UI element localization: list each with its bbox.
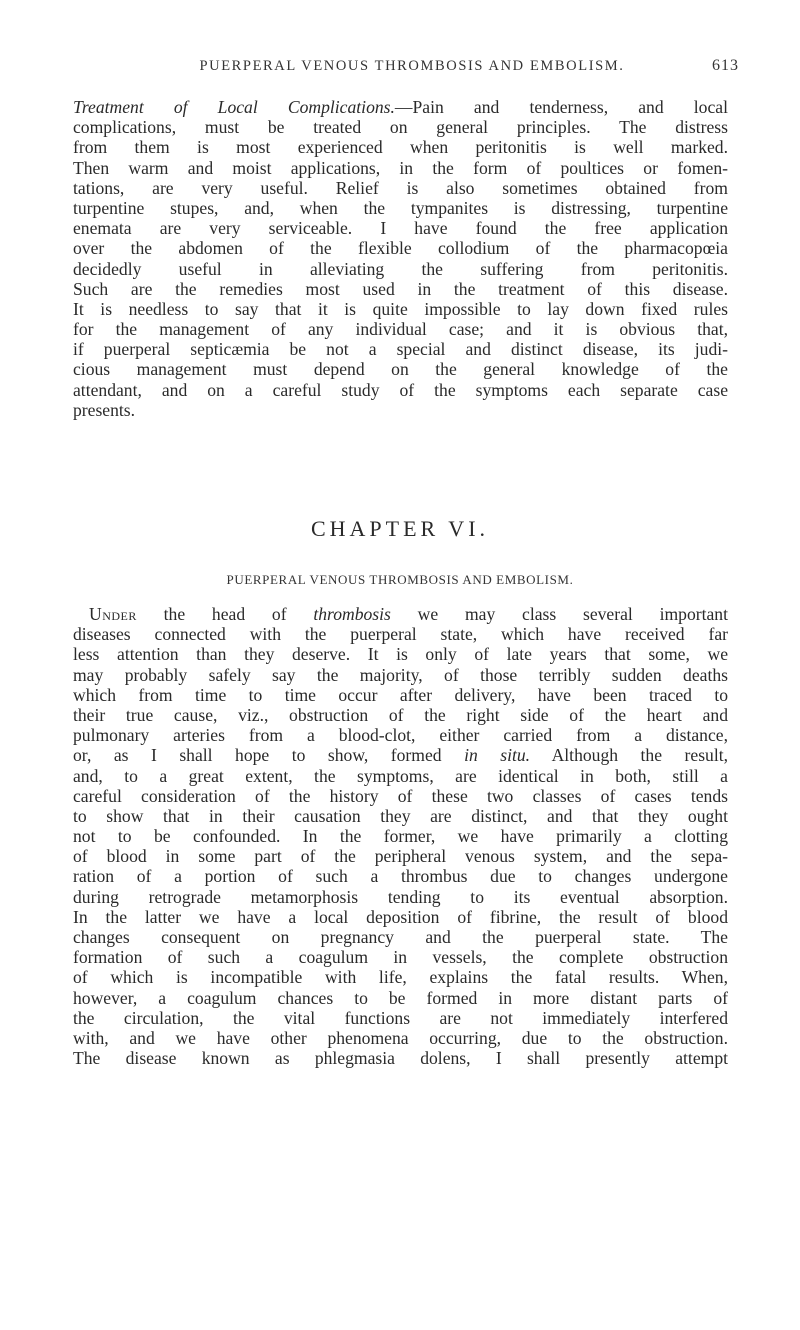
paragraph-line: presents. — [73, 399, 136, 420]
paragraph-line: The disease known as phlegmasia dolens, I shall presently attempt — [73, 1048, 728, 1069]
paragraph-line: Under the head of thrombosis we may class several important — [89, 604, 728, 624]
paragraph-line: which from time to time occur after delivery, have been traced to — [73, 684, 728, 705]
paragraph-line: however, a coagulum chances to be formed in more distant parts of — [73, 987, 728, 1008]
paragraph-line: of blood in some part of the peripheral venous system, and the sepa- — [73, 846, 728, 867]
paragraph-line: formation of such a coagulum in vessels, the complete obstruction — [73, 947, 728, 968]
paragraph-line: Then warm and moist applications, in the form of poultices or fomen- — [73, 157, 728, 178]
paragraph-line: attendant, and on a careful study of the symptoms each separate case — [73, 379, 728, 400]
paragraph-line: if puerperal septicæmia be not a special and distinct disease, its judi- — [73, 339, 728, 360]
paragraph-line: enemata are very serviceable. I have found the free application — [73, 218, 728, 239]
paragraph-line: cious management must depend on the general knowledge of the — [73, 359, 728, 380]
paragraph-line: complications, must be treated on general principles. The distress — [73, 117, 728, 138]
paragraph-line: to show that in their causation they are distinct, and that they ought — [73, 805, 728, 826]
chapter-subheading: PUERPERAL VENOUS THROMBOSIS AND EMBOLISM. — [226, 572, 574, 587]
paragraph-line: Such are the remedies most used in the treatment of this disease. — [73, 278, 728, 299]
running-head: PUERPERAL VENOUS THROMBOSIS AND EMBOLISM. — [199, 58, 625, 74]
paragraph-line: ration of a portion of such a thrombus due to changes undergone — [73, 866, 728, 887]
paragraph-line: with, and we have other phenomena occurring, due to the obstruction. — [73, 1027, 728, 1048]
treatment-paragraph — [73, 97, 728, 420]
paragraph-line: less attention than they deserve. It is only of late years that some, we — [73, 644, 728, 665]
paragraph-line: tations, are very useful. Relief is also sometimes obtained from — [73, 177, 728, 198]
paragraph-line: pulmonary arteries from a blood-clot, either carried from a distance, — [73, 725, 728, 746]
chapter-heading: CHAPTER VI. — [310, 516, 490, 541]
paragraph-line: for the management of any individual case; and it is obvious that, — [73, 319, 728, 340]
page-number: 613 — [712, 57, 739, 74]
section-heading-italic: Treatment of Local Complications. — [73, 97, 395, 117]
paragraph-line: Treatment of Local Complications.—Pain and tenderness, and local — [73, 97, 728, 117]
paragraph-line: over the abdomen of the flexible collodium of the pharmacopœia — [73, 238, 728, 259]
paragraph-line: changes consequent on pregnancy and the puerperal state. The — [73, 927, 728, 947]
paragraph-line: may probably safely say the majority, of those terribly sudden deaths — [73, 664, 728, 685]
paragraph-line: careful consideration of the history of these two classes of cases tends — [73, 785, 728, 806]
paragraph-line: their true cause, viz., obstruction of the right side of the heart and — [73, 704, 728, 725]
paragraph-line: the circulation, the vital functions are not immediately interfered — [73, 1007, 728, 1028]
paragraph-line: In the latter we have a local deposition of fibrine, the result of blood — [73, 906, 728, 927]
paragraph-line: turpentine stupes, and, when the tympanites is distressing, turpentine — [73, 197, 728, 218]
paragraph-line: diseases connected with the puerperal state, which have received far — [73, 624, 728, 645]
paragraph-line: and, to a great extent, the symptoms, are identical in both, still a — [73, 765, 728, 786]
paragraph-line: decidedly useful in alleviating the suffering from peritonitis. — [73, 258, 728, 279]
paragraph-line: not to be confounded. In the former, we have primarily a clotting — [73, 826, 728, 847]
paragraph-line: It is needless to say that it is quite impossible to lay down fixed rules — [73, 298, 728, 319]
paragraph-line: of which is incompatible with life, explains the fatal results. When, — [73, 967, 728, 988]
paragraph-line: from them is most experienced when peritonitis is well marked. — [73, 137, 728, 158]
chapter-paragraph — [73, 604, 728, 1068]
paragraph-line: during retrograde metamorphosis tending to its eventual absorption. — [73, 886, 728, 907]
paragraph-line: or, as I shall hope to show, formed in situ. Although the result, — [73, 745, 728, 766]
opening-small-caps: Under — [89, 604, 137, 624]
